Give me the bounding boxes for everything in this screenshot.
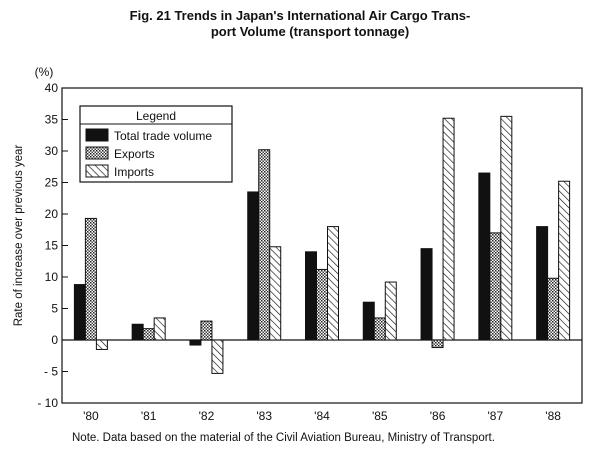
legend-swatch-exports: [86, 147, 108, 159]
bar-exports-88: [548, 278, 559, 340]
bar-imports-83: [270, 247, 281, 340]
y-tick-label: - 10: [37, 396, 58, 410]
y-tick-label: 15: [44, 238, 58, 253]
bar-exports-86: [432, 340, 443, 348]
x-tick-label: '86: [429, 409, 446, 423]
x-tick-label: '87: [487, 409, 504, 423]
bar-imports-85: [385, 282, 396, 340]
y-tick-label: 25: [44, 175, 58, 190]
bar-imports-87: [501, 116, 512, 340]
x-tick-label: '85: [371, 409, 388, 423]
bar-total-80: [74, 285, 85, 340]
chart-title-line1: Fig. 21 Trends in Japan's International Air Cargo Trans-: [129, 8, 471, 23]
bar-exports-80: [85, 218, 96, 340]
bar-exports-83: [259, 150, 270, 340]
bar-imports-81: [154, 318, 165, 340]
legend-title: Legend: [135, 109, 177, 123]
x-tick-label: '80: [83, 409, 99, 423]
bar-total-85: [363, 302, 374, 340]
source-note: Note. Data based on the material of the Civil Aviation Bureau, Ministry of Transport.: [72, 432, 495, 444]
y-tick-label: 0: [51, 333, 58, 347]
y-tick-label: 20: [44, 207, 58, 221]
bar-total-87: [479, 173, 490, 340]
y-tick-label: 30: [44, 144, 58, 158]
bar-imports-84: [328, 227, 339, 340]
bar-exports-82: [201, 321, 212, 340]
bar-exports-84: [317, 269, 328, 340]
y-tick-label: 5: [51, 301, 58, 316]
y-tick-label: 10: [44, 270, 58, 284]
legend-label-exports: Exports: [114, 147, 155, 161]
bar-exports-87: [490, 233, 501, 340]
legend-swatch-total: [86, 129, 108, 141]
x-tick-label: '81: [140, 409, 157, 423]
bar-total-86: [421, 249, 432, 340]
y-axis-title: Rate of increase over previous year: [13, 144, 25, 327]
legend-label-total: Total trade volume: [114, 129, 213, 143]
bar-imports-82: [212, 340, 223, 373]
bar-imports-80: [96, 340, 107, 349]
bar-imports-86: [443, 118, 454, 340]
bar-exports-81: [143, 329, 154, 340]
legend-swatch-imports: [86, 165, 108, 177]
y-unit-label: (%): [34, 65, 54, 79]
y-tick-label: 40: [44, 81, 58, 95]
x-tick-label: '84: [314, 409, 330, 423]
x-tick-label: '88: [545, 409, 561, 423]
x-tick-label: '83: [256, 409, 273, 423]
legend-label-imports: Imports: [114, 165, 155, 179]
bar-total-83: [248, 192, 259, 340]
x-tick-label: '82: [198, 409, 215, 423]
y-tick-label: 35: [44, 112, 58, 127]
bar-total-88: [537, 227, 548, 340]
y-tick-label: - 5: [43, 364, 58, 379]
bar-exports-85: [374, 318, 385, 340]
bar-total-81: [132, 324, 143, 340]
bar-imports-88: [559, 181, 570, 340]
bar-total-82: [190, 340, 201, 345]
chart-title-line2: port Volume (transport tonnage): [210, 24, 410, 39]
bar-total-84: [306, 252, 317, 340]
